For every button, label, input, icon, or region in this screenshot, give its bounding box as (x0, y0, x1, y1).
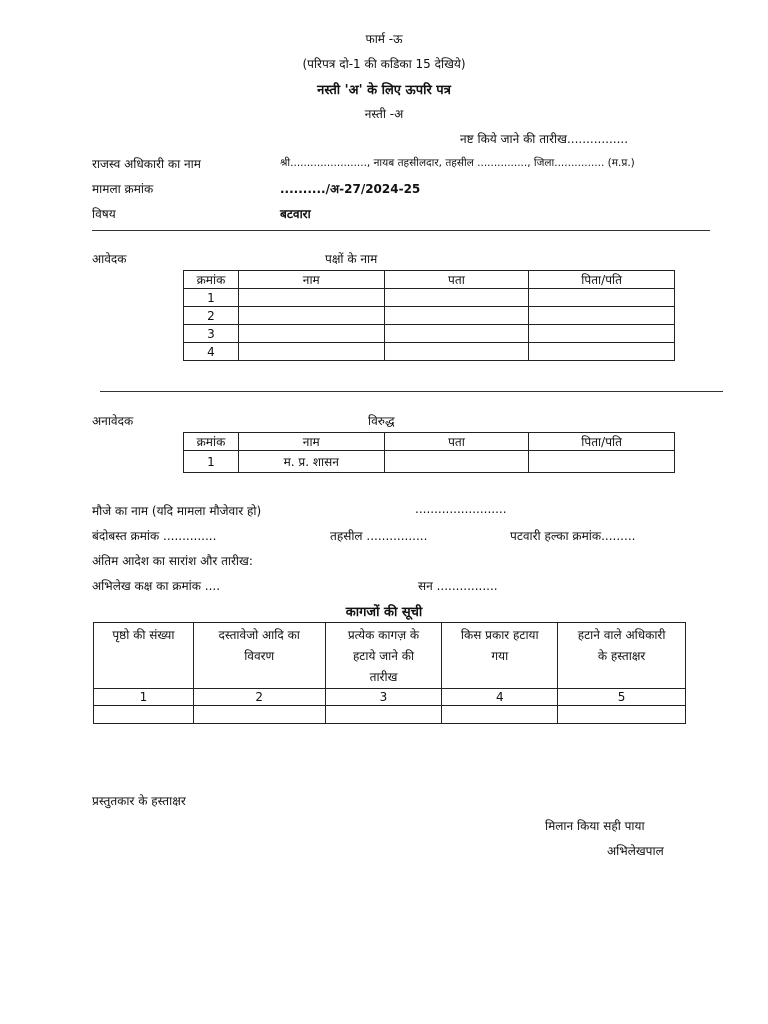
patwari-halka-number: पटवारी हल्का क्रमांक......... (510, 529, 636, 543)
column-header (325, 623, 442, 689)
column-header: पिता/पति (529, 271, 675, 289)
father-cell (529, 325, 675, 343)
versus-label: विरुद्ध (368, 414, 395, 428)
header-line: गया (491, 649, 509, 663)
header-line: किस प्रकार हटाया (460, 628, 539, 642)
subject-label: विषय (92, 207, 116, 221)
address-cell (384, 307, 529, 325)
header-line: प्रत्येक कागज़ के (347, 628, 420, 642)
page-subtitle: नस्ती -अ (364, 107, 404, 121)
father-cell (529, 343, 675, 361)
column-header: नाम (238, 433, 384, 451)
table-row (184, 289, 675, 307)
village-name-value: ........................ (415, 502, 507, 516)
empty-cell (325, 706, 442, 724)
empty-cell (94, 706, 194, 724)
record-room-number: अभिलेख कक्ष का क्रमांक .... (92, 579, 221, 593)
empty-cell (558, 706, 686, 724)
row-number: 2 (184, 307, 239, 325)
empty-cell (442, 706, 558, 724)
page-title: नस्ती 'अ' के लिए ऊपरि पत्र (317, 83, 451, 98)
table-header-row (184, 433, 675, 451)
subject-value: बटवारा (280, 207, 311, 221)
settlement-number: बंदोबस्त क्रमांक .............. (92, 529, 217, 543)
row-number: 3 (184, 325, 239, 343)
header-line: दस्तावेजो आदि का (218, 628, 300, 642)
name-cell (238, 343, 384, 361)
form-number: फार्म -ऊ (365, 32, 403, 46)
address-cell (384, 325, 529, 343)
divider (92, 230, 710, 231)
name-cell (238, 307, 384, 325)
applicant-label: आवेदक (92, 252, 127, 266)
column-header: पता (384, 271, 529, 289)
table-header-row (94, 623, 686, 689)
column-header (193, 623, 325, 689)
column-header: क्रमांक (184, 433, 239, 451)
table-row (184, 325, 675, 343)
name-cell (238, 289, 384, 307)
column-number: 3 (325, 689, 442, 706)
parties-title: पक्षों के नाम (325, 252, 378, 266)
column-number: 4 (442, 689, 558, 706)
divider (100, 391, 723, 392)
respondent-label: अनावेदक (92, 414, 134, 428)
name-cell (238, 325, 384, 343)
table-row (184, 343, 675, 361)
column-header: नाम (238, 271, 384, 289)
column-header: क्रमांक (184, 271, 239, 289)
officer-value: श्री......................., नायब तहसीलदार, तहसील ..............., जिला............... (म.प्र.) (280, 157, 635, 169)
documents-title: कागजों की सूची (345, 605, 423, 620)
column-number-row (94, 689, 686, 706)
address-cell (384, 451, 529, 473)
name-cell: म. प्र. शासन (238, 451, 384, 473)
header-line: विवरण (244, 649, 275, 663)
village-name-label: मौजे का नाम (यदि मामला मौजेवार हो) (92, 504, 262, 518)
officer-label: राजस्व अधिकारी का नाम (92, 157, 201, 171)
year-field: सन ................ (418, 579, 498, 593)
row-number: 1 (184, 451, 239, 473)
column-header (442, 623, 558, 689)
case-number-value: ........../अ-27/2024-25 (280, 182, 421, 196)
case-number-label: मामला क्रमांक (92, 182, 154, 196)
destroy-date: नष्ट किये जाने की तारीख................ (460, 132, 629, 146)
presenter-signature: प्रस्तुतकार के हस्ताक्षर (92, 794, 186, 808)
address-cell (384, 289, 529, 307)
header-line: हटाये जाने की (352, 649, 415, 663)
tehsil-field: तहसील ................ (330, 529, 428, 543)
column-header: पिता/पति (529, 433, 675, 451)
column-header: पता (384, 433, 529, 451)
father-cell (529, 451, 675, 473)
column-number: 1 (94, 689, 194, 706)
table-row (94, 706, 686, 724)
reference-note: (परिपत्र दो-1 की कडिका 15 देखिये) (302, 57, 466, 71)
table-row (184, 451, 675, 473)
column-number: 2 (193, 689, 325, 706)
record-keeper: अभिलेखपाल (607, 844, 664, 858)
final-order-summary: अंतिम आदेश का सारांश और तारीख: (92, 554, 253, 568)
column-header (558, 623, 686, 689)
row-number: 4 (184, 343, 239, 361)
column-header (94, 623, 194, 689)
verified-note: मिलान किया सही पाया (545, 819, 645, 833)
documents-table (93, 622, 686, 724)
header-line: के हस्ताक्षर (597, 649, 646, 663)
row-number: 1 (184, 289, 239, 307)
applicant-table (183, 270, 675, 361)
father-cell (529, 289, 675, 307)
respondent-table (183, 432, 675, 473)
table-row (184, 307, 675, 325)
header-line: पृष्ठो की संख्या (112, 628, 175, 642)
empty-cell (193, 706, 325, 724)
table-header-row (184, 271, 675, 289)
address-cell (384, 343, 529, 361)
father-cell (529, 307, 675, 325)
header-line: तारीख (369, 670, 398, 684)
column-number: 5 (558, 689, 686, 706)
header-line: हटाने वाले अधिकारी (577, 628, 666, 642)
